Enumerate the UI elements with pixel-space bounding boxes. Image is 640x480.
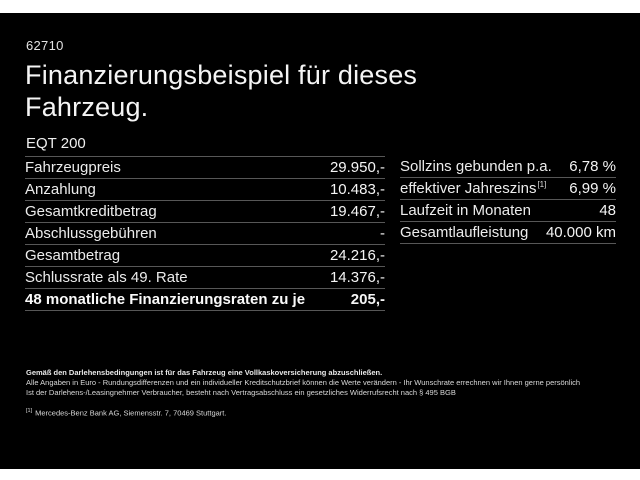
row-label: Gesamtlaufleistung bbox=[400, 224, 529, 241]
table-row bbox=[25, 223, 385, 245]
financing-table-left bbox=[25, 156, 385, 311]
table-row bbox=[25, 267, 385, 289]
page-title-line1: Finanzierungsbeispiel für dieses bbox=[25, 60, 418, 90]
financing-table-right bbox=[400, 156, 616, 244]
table-row bbox=[25, 201, 385, 223]
row-label: Abschlussgebühren bbox=[25, 225, 157, 242]
row-label: Sollzins gebunden p.a. bbox=[400, 158, 552, 175]
table-row bbox=[400, 178, 616, 200]
table-row bbox=[25, 179, 385, 201]
page-title-line2: Fahrzeug. bbox=[25, 92, 149, 122]
row-label: Laufzeit in Monaten bbox=[400, 202, 531, 219]
table-row bbox=[25, 245, 385, 267]
row-label: 48 monatliche Finanzierungsraten zu je bbox=[25, 291, 306, 308]
row-label-text: effektiver Jahreszins bbox=[400, 180, 537, 197]
footnote-ref-marker: [1] bbox=[537, 180, 547, 189]
footnote-ref-marker: [1] bbox=[26, 408, 33, 414]
footnote-insurance: Gemäß den Darlehensbedingungen ist für das Fahrzeug eine Vollkaskoversicherung abzuschließen. bbox=[26, 368, 383, 377]
table-row bbox=[400, 222, 616, 244]
row-value: 10.483,- bbox=[329, 181, 385, 198]
row-label: Gesamtbetrag bbox=[25, 247, 121, 264]
footnote-disclaimer-2: Ist der Darlehens-/Leasingnehmer Verbraucher, besteht nach Vertragsabschluss ein gesetzliches Widerrufsrecht nach § 495 BGB bbox=[26, 388, 456, 397]
row-value: 6,78 % bbox=[569, 158, 616, 175]
row-label: Schlussrate als 49. Rate bbox=[25, 269, 188, 286]
table-row bbox=[400, 156, 616, 178]
footnote-bank-address-text: Mercedes-Benz Bank AG, Siemensstr. 7, 70469 Stuttgart. bbox=[35, 408, 227, 418]
page-title bbox=[25, 59, 417, 123]
row-label bbox=[400, 180, 546, 197]
table-row-monthly-rate bbox=[25, 289, 385, 311]
row-value: 6,99 % bbox=[569, 180, 616, 197]
table-row bbox=[25, 157, 385, 179]
row-value: 29.950,- bbox=[329, 159, 385, 176]
content-panel bbox=[0, 13, 640, 469]
model-name: EQT 200 bbox=[26, 135, 86, 152]
vehicle-code: 62710 bbox=[26, 38, 64, 53]
footnote-bank-address bbox=[26, 406, 620, 419]
row-value: 205,- bbox=[350, 291, 385, 308]
row-label: Fahrzeugpreis bbox=[25, 159, 121, 176]
footnotes bbox=[26, 368, 620, 419]
footnote-disclaimer-1: Alle Angaben in Euro - Rundungsdifferenzen und ein individueller Kreditschutzbrief können die Werte verändern - Ihr Wunschrate errechnen wir Ihnen gerne persönlich bbox=[26, 378, 581, 387]
row-value: 40.000 km bbox=[545, 224, 616, 241]
row-label: Gesamtkreditbetrag bbox=[25, 203, 157, 220]
row-value: - bbox=[380, 225, 385, 242]
row-label: Anzahlung bbox=[25, 181, 96, 198]
row-value: 24.216,- bbox=[329, 247, 385, 264]
row-value: 48 bbox=[599, 202, 616, 219]
row-value: 14.376,- bbox=[329, 269, 385, 286]
table-row bbox=[400, 200, 616, 222]
row-value: 19.467,- bbox=[329, 203, 385, 220]
